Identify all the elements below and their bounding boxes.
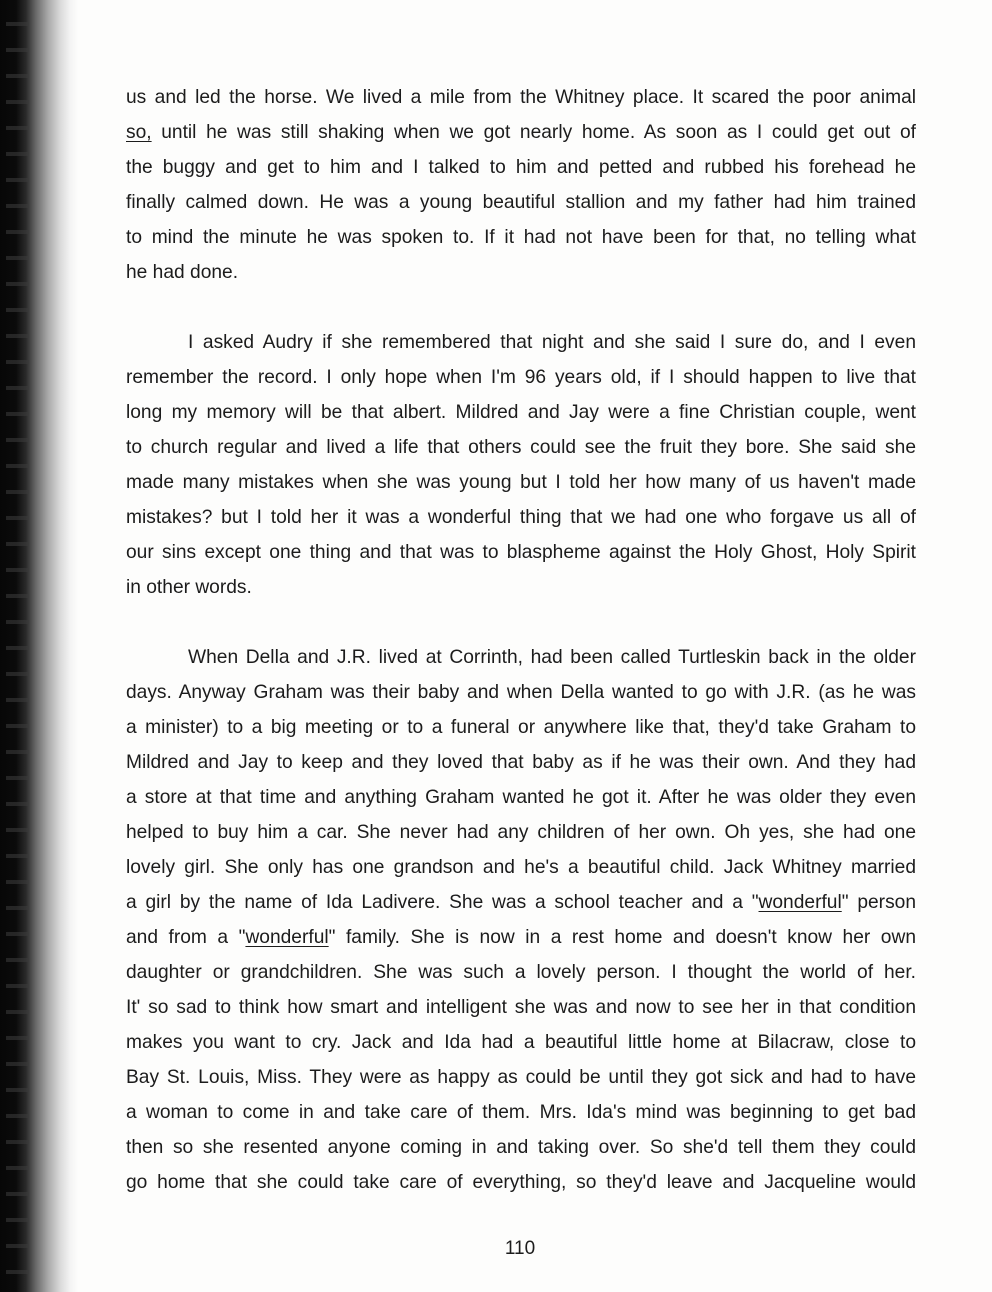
- text-line: a woman to come in and take care of them. Mrs. Ida's mind was beginning to get bad: [126, 1102, 916, 1123]
- text-line: so, until he was still shaking when we got nearly home. As soon as I could get out of: [126, 122, 916, 143]
- text-line: the buggy and get to him and I talked to him and petted and rubbed his forehead he: [126, 157, 916, 178]
- text-line: a minister) to a big meeting or to a funeral or anywhere like that, they'd take Graham to: [126, 717, 916, 738]
- text-line: makes you want to cry. Jack and Ida had a beautiful little home at Bilacraw, close to: [126, 1032, 916, 1053]
- paragraph-3: [126, 640, 916, 1200]
- text-line: daughter or grandchildren. She was such a lovely person. I thought the world of her.: [126, 962, 916, 983]
- text-line: remember the record. I only hope when I'm 96 years old, if I should happen to live that: [126, 367, 916, 388]
- text-line: our sins except one thing and that was to blaspheme against the Holy Ghost, Holy Spirit: [126, 542, 916, 563]
- paragraph-1: [126, 80, 916, 290]
- text-line: us and led the horse. We lived a mile from the Whitney place. It scared the poor animal: [126, 87, 916, 108]
- body-text: [126, 80, 916, 1200]
- text-line: to church regular and lived a life that others could see the fruit they bore. She said she: [126, 437, 916, 458]
- text-line: days. Anyway Graham was their baby and when Della wanted to go with J.R. (as he was: [126, 682, 916, 703]
- text-line: It' so sad to think how smart and intelligent she was and now to see her in that condition: [126, 997, 916, 1018]
- text-line: mistakes? but I told her it was a wonderful thing that we had one who forgave us all of: [126, 507, 916, 528]
- text-line: made many mistakes when she was young but I told her how many of us haven't made: [126, 472, 916, 493]
- text-line: in other words.: [126, 577, 252, 598]
- text-line: I asked Audry if she remembered that night and she said I sure do, and I even: [188, 332, 916, 353]
- page-number: 110: [504, 1238, 536, 1259]
- paragraph-2: [126, 325, 916, 605]
- underlined-word: wonderful: [758, 892, 842, 913]
- text-line: a store at that time and anything Graham wanted he got it. After he was older they even: [126, 787, 916, 808]
- text-line: Mildred and Jay to keep and they loved that baby as if he was their own. And they had: [126, 752, 916, 773]
- text-line: When Della and J.R. lived at Corrinth, had been called Turtleskin back in the older: [188, 647, 916, 668]
- text-line: to mind the minute he was spoken to. If it had not have been for that, no telling what: [126, 227, 916, 248]
- text-line: then so she resented anyone coming in and taking over. So she'd tell them they could: [126, 1137, 916, 1158]
- text-line: go home that she could take care of everything, so they'd leave and Jacqueline would: [126, 1172, 916, 1193]
- text-line: lovely girl. She only has one grandson and he's a beautiful child. Jack Whitney married: [126, 857, 916, 878]
- underlined-word: wonderful: [245, 927, 329, 948]
- text-line: helped to buy him a car. She never had any children of her own. Oh yes, she had one: [126, 822, 916, 843]
- text-line: finally calmed down. He was a young beautiful stallion and my father had him trained: [126, 192, 916, 213]
- text-line: and from a "wonderful" family. She is now in a rest home and doesn't know her own: [126, 927, 916, 948]
- binding-holes: [6, 0, 28, 1292]
- underlined-word: so,: [126, 122, 152, 143]
- text-line: long my memory will be that albert. Mildred and Jay were a fine Christian couple, went: [126, 402, 916, 423]
- text-line: he had done.: [126, 262, 239, 283]
- text-line: a girl by the name of Ida Ladivere. She was a school teacher and a "wonderful" person: [126, 892, 917, 913]
- text-line: Bay St. Louis, Miss. They were as happy as could be until they got sick and had to have: [126, 1067, 916, 1088]
